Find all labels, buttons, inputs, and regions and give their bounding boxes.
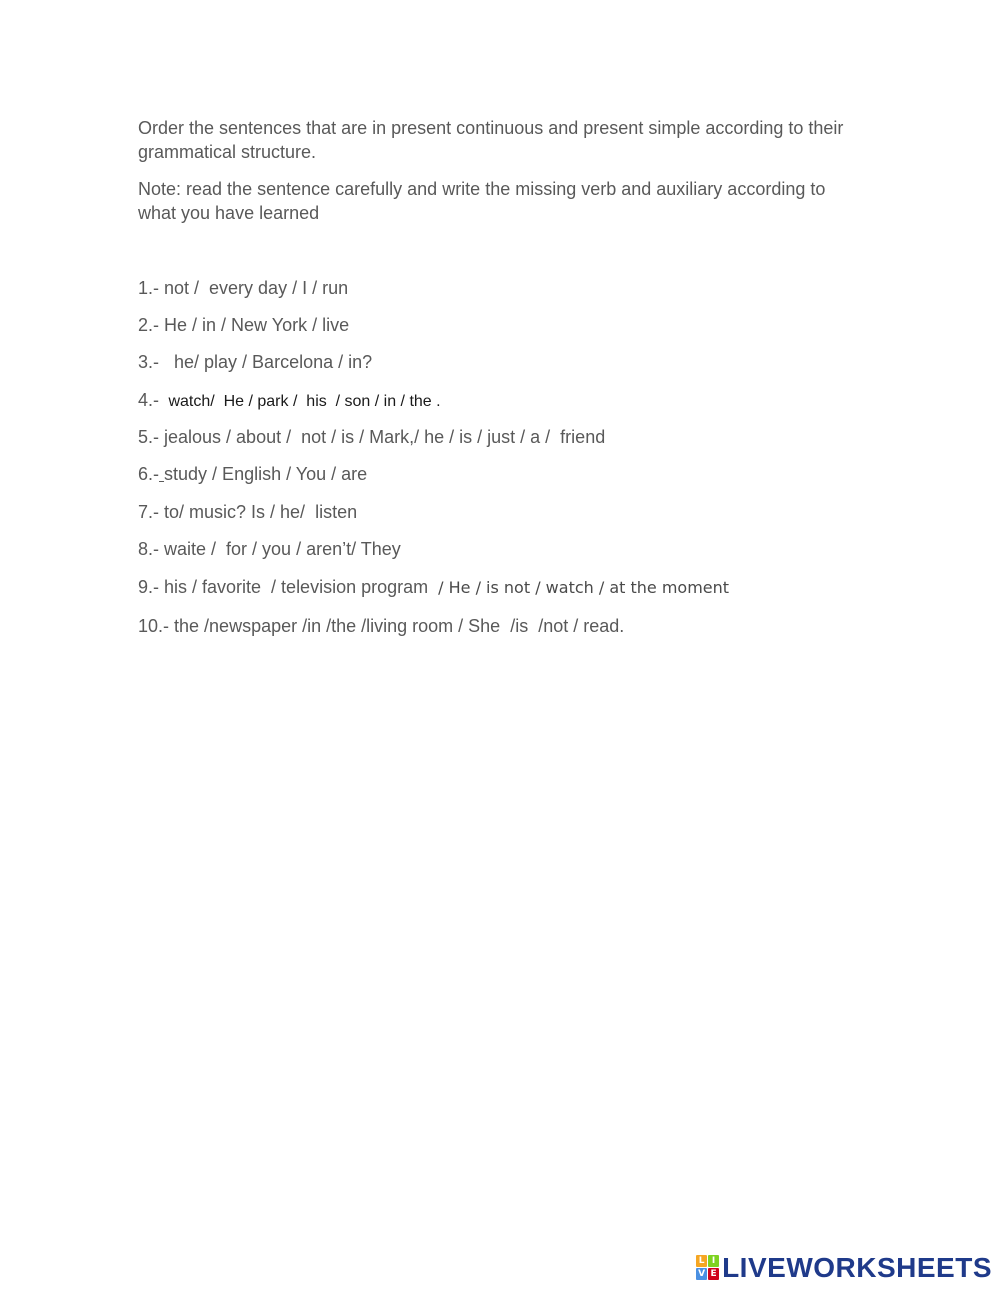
logo-icon-letter-l: L [696, 1255, 707, 1267]
exercise-item-10: 10.- the /newspaper /in /the /living room / She /is /not / read. [138, 616, 625, 636]
exercise-item-9-end: / He / is not / watch / at the moment [438, 578, 730, 597]
exercise-item-3: 3.- he/ play / Barcelona / in? [138, 352, 373, 372]
instructions-text: Order the sentences that are in present continuous and present simple according to their grammatical structure. [138, 118, 844, 162]
liveworksheets-logo [696, 1253, 992, 1283]
logo-icon-letter-i: I [708, 1255, 719, 1267]
logo-icon-letter-v: V [696, 1268, 707, 1280]
exercise-item-2: 2.- He / in / New York / live [138, 315, 350, 335]
exercise-item-6 [138, 462, 367, 486]
exercise-item-4-number: 4.- [138, 390, 165, 410]
exercise-item-9-start: 9.- his / favorite / television program [138, 577, 439, 597]
exercise-item-6-number: 6.- [138, 464, 160, 484]
exercise-item-7: 7.- to/ music? Is / he/ listen [138, 502, 358, 522]
exercise-item-1: 1.- not / every day / I / run [138, 278, 349, 298]
exercise-item-4 [138, 388, 441, 414]
note-text: Note: read the sentence carefully and write the missing verb and auxiliary according to what you have learned [138, 179, 826, 223]
logo-icon-letter-e: E [708, 1268, 719, 1280]
exercise-item-4-words: watch/ He / park / his / son / in / the . [164, 393, 441, 410]
liveworksheets-logo-icon [696, 1255, 720, 1281]
exercise-item-8: 8.- waite / for / you / aren’t/ They [138, 539, 401, 559]
exercise-item-6-words: study / English / You / are [164, 464, 368, 484]
liveworksheets-logo-text: LIVEWORKSHEETS [722, 1252, 992, 1283]
exercise-item-9 [138, 575, 729, 600]
exercise-item-5: 5.- jealous / about / not / is / Mark,/ he / is / just / a / friend [138, 427, 606, 447]
